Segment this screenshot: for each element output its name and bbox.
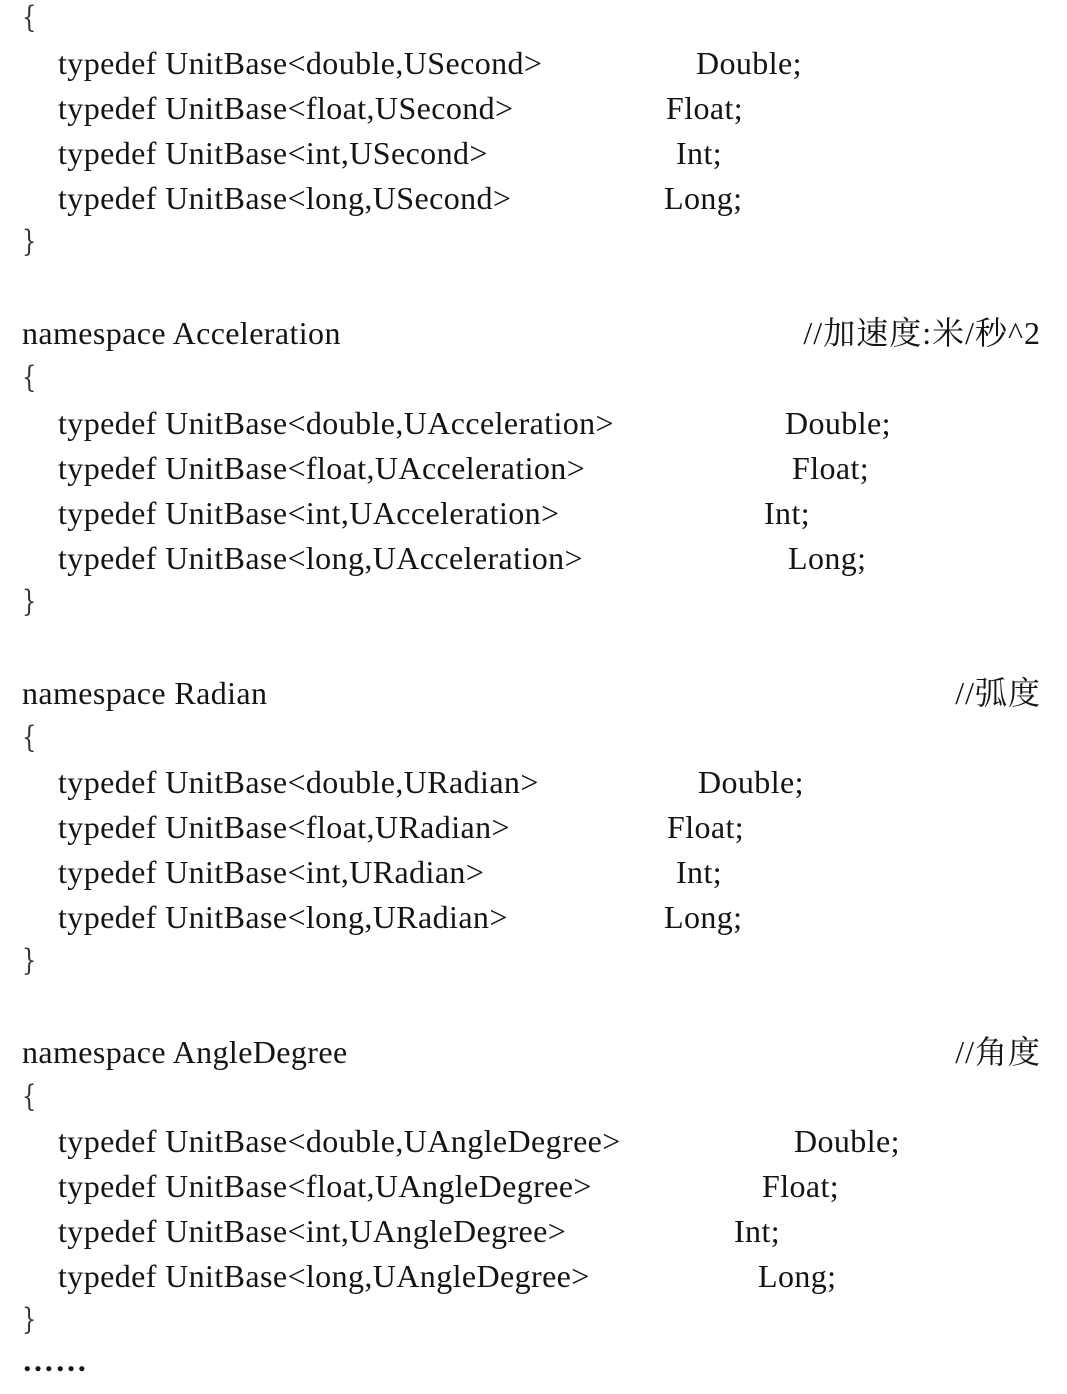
namespace-declaration: namespace Radian xyxy=(22,675,268,711)
open-brace: { xyxy=(22,360,37,395)
typedef-alias: Int; xyxy=(764,495,811,531)
namespace-declaration: namespace AngleDegree xyxy=(22,1034,348,1070)
typedef-line: typedef UnitBase<float,UAcceleration> xyxy=(58,450,586,486)
close-brace: } xyxy=(22,224,37,259)
typedef-line: typedef UnitBase<long,UAngleDegree> xyxy=(58,1258,590,1294)
namespace-declaration: namespace Acceleration xyxy=(22,315,341,351)
typedef-line: typedef UnitBase<long,URadian> xyxy=(58,899,508,935)
typedef-alias: Float; xyxy=(792,450,870,486)
typedef-line: typedef UnitBase<long,USecond> xyxy=(58,180,512,216)
open-brace: { xyxy=(22,0,37,35)
open-brace: { xyxy=(22,720,37,755)
typedef-line: typedef UnitBase<float,USecond> xyxy=(58,90,514,126)
continuation-ellipsis: …… xyxy=(22,1342,88,1378)
typedef-alias: Float; xyxy=(667,809,745,845)
typedef-line: typedef UnitBase<int,UAngleDegree> xyxy=(58,1213,567,1249)
typedef-line: typedef UnitBase<long,UAcceleration> xyxy=(58,540,583,576)
typedef-alias: Double; xyxy=(696,45,802,81)
typedef-line: typedef UnitBase<double,UAngleDegree> xyxy=(58,1123,621,1159)
close-brace: } xyxy=(22,943,37,978)
typedef-alias: Int; xyxy=(676,135,723,171)
typedef-line: typedef UnitBase<float,URadian> xyxy=(58,809,510,845)
close-brace: } xyxy=(22,584,37,619)
typedef-alias: Double; xyxy=(794,1123,900,1159)
typedef-alias: Double; xyxy=(785,405,891,441)
typedef-alias: Long; xyxy=(758,1258,837,1294)
typedef-alias: Long; xyxy=(664,180,743,216)
typedef-line: typedef UnitBase<double,UAcceleration> xyxy=(58,405,614,441)
typedef-line: typedef UnitBase<int,URadian> xyxy=(58,854,485,890)
close-brace: } xyxy=(22,1302,37,1337)
typedef-line: typedef UnitBase<float,UAngleDegree> xyxy=(58,1168,592,1204)
namespace-comment: //弧度 xyxy=(955,675,1041,711)
typedef-line: typedef UnitBase<double,USecond> xyxy=(58,45,543,81)
typedef-alias: Long; xyxy=(664,899,743,935)
typedef-alias: Float; xyxy=(762,1168,840,1204)
open-brace: { xyxy=(22,1079,37,1114)
typedef-alias: Float; xyxy=(666,90,744,126)
typedef-alias: Double; xyxy=(698,764,804,800)
typedef-line: typedef UnitBase<int,USecond> xyxy=(58,135,488,171)
typedef-line: typedef UnitBase<double,URadian> xyxy=(58,764,539,800)
typedef-alias: Int; xyxy=(676,854,723,890)
typedef-alias: Int; xyxy=(734,1213,781,1249)
namespace-comment: //加速度:米/秒^2 xyxy=(803,315,1041,351)
typedef-line: typedef UnitBase<int,UAcceleration> xyxy=(58,495,560,531)
namespace-comment: //角度 xyxy=(955,1034,1041,1070)
typedef-alias: Long; xyxy=(788,540,867,576)
